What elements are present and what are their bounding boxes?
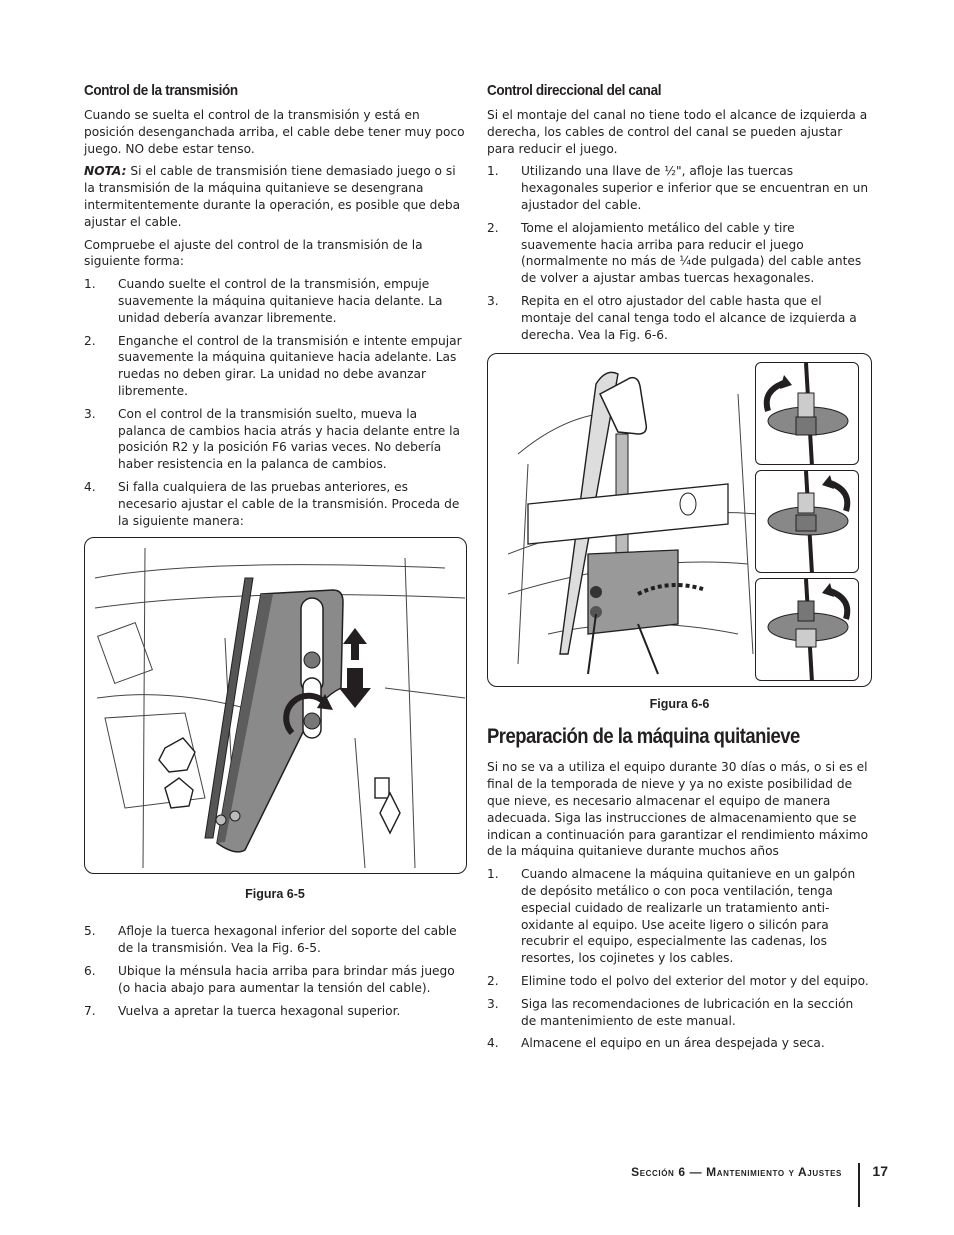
list-text: Si falla cualquiera de las pruebas anteriores, es necesario ajustar el cable de la transmisión. Proceda de la siguiente manera: xyxy=(118,479,460,528)
list-text: Afloje la tuerca hexagonal inferior del soporte del cable de la transmisión. Vea la Fig. 6-5. xyxy=(118,924,457,956)
page-footer xyxy=(560,1163,888,1209)
chute-intro: Si el montaje del canal no tiene todo el alcance de izquierda a derecha, los cables de control del canal se pueden ajustar para reducir el juego. xyxy=(487,108,868,156)
list-number: 1. xyxy=(487,867,499,882)
list-item xyxy=(84,1003,466,1020)
transmission-bracket-illustration xyxy=(85,538,467,874)
footer-divider xyxy=(858,1163,860,1207)
list-number: 1. xyxy=(487,164,499,179)
list-item xyxy=(487,293,872,343)
note-text: Si el cable de transmisión tiene demasiado juego o si la transmisión de la máquina quitanieve se desengrana intermitentemente durante la operación, es posible que deba ajustar el cable. xyxy=(84,164,461,229)
transmission-steps xyxy=(84,276,466,529)
list-number: 3. xyxy=(84,406,96,421)
list-number: 3. xyxy=(487,293,499,308)
list-item xyxy=(84,333,466,400)
list-item xyxy=(487,866,872,967)
list-item xyxy=(84,963,466,997)
cable-adjuster-detail-2 xyxy=(755,470,859,573)
figure-6-5 xyxy=(84,537,467,874)
page-number: 17 xyxy=(872,1163,888,1179)
cable-adjuster-detail-1 xyxy=(755,362,859,465)
transmission-note xyxy=(84,163,466,230)
list-text: Ubique la ménsula hacia arriba para brindar más juego (o hacia abajo para aumentar la tensión del cable). xyxy=(118,963,455,995)
list-number: 2. xyxy=(84,333,96,348)
chute-control-heading: Control direccional del canal xyxy=(487,82,662,99)
transmission-intro: Cuando se suelta el control de la transmisión y está en posición desenganchada arriba, el cable debe tener muy poco juego. NO debe estar tenso. xyxy=(84,108,465,156)
list-number: 7. xyxy=(84,1003,96,1018)
list-text: Cuando suelte el control de la transmisión, empuje suavemente la máquina quitanieve hacia delante. La unidad debería avanzar libremente. xyxy=(118,277,443,325)
storage-intro: Si no se va a utiliza el equipo durante 30 días o más, o si es el final de la temporada de nieve y ya no existe posibilidad de que nieve, es necesario almacenar el equipo de manera adecuada. Siga las instrucciones de almacenamiento que se indican a continuación para garantizar el rendimiento máximo de la máquina quitanieve durante muchos años xyxy=(487,760,869,859)
figure-6-6 xyxy=(487,353,872,687)
list-text: Cuando almacene la máquina quitanieve en un galpón de depósito metálico o con poca ventilación, tenga especial cuidado de realizarle un tratamiento anti- oxidante al equipo. Use aceite ligero o silicón para recubrir el equipo, especialmente las cadenas, los resortes, los cojinetes y los cables. xyxy=(521,867,856,966)
list-item xyxy=(84,276,466,326)
list-item xyxy=(84,406,466,473)
left-column xyxy=(84,82,466,1025)
storage-section-title: Preparación de la máquina quitanieve xyxy=(487,725,800,749)
list-item xyxy=(487,973,872,990)
list-item xyxy=(84,923,466,957)
list-number: 6. xyxy=(84,963,96,978)
list-number: 4. xyxy=(84,479,96,494)
check-intro: Compruebe el ajuste del control de la transmisión de la siguiente forma: xyxy=(84,237,423,269)
list-number: 3. xyxy=(487,996,499,1011)
list-item xyxy=(84,479,466,529)
list-text: Siga las recomendaciones de lubricación en la sección de mantenimiento de este manual. xyxy=(521,996,854,1028)
list-item xyxy=(487,1035,872,1052)
storage-steps xyxy=(487,866,872,1052)
list-number: 5. xyxy=(84,924,96,939)
list-number: 4. xyxy=(487,1036,499,1051)
list-text: Tome el alojamiento metálico del cable y tire suavemente hacia arriba para reducir el juego (normalmente no más de ¼de pulgada) del cable antes de volver a ajustar ambas tuercas hexagonales. xyxy=(521,220,862,286)
transmission-control-heading: Control de la transmisión xyxy=(84,82,238,99)
rotate-arrows-icon xyxy=(756,579,859,681)
list-text: Enganche el control de la transmisión e intente empujar suavemente la máquina quitanieve hacia adelante. Las ruedas no deben girar. La unidad no debe avanzar libremente. xyxy=(118,333,462,398)
list-number: 2. xyxy=(487,973,499,988)
list-number: 2. xyxy=(487,220,499,235)
list-item xyxy=(487,163,872,213)
footer-section-label: Sección 6 — Mantenimiento y Ajustes xyxy=(631,1165,842,1179)
list-text: Utilizando una llave de ½", afloje las tuercas hexagonales superior e inferior que se encuentran en un ajustador del cable. xyxy=(521,164,869,212)
rotate-arrows-icon xyxy=(756,471,859,573)
list-text: Almacene el equipo en un área despejada y seca. xyxy=(521,1036,825,1051)
list-item xyxy=(487,220,872,287)
figure-6-5-caption: Figura 6-5 xyxy=(245,887,305,902)
note-label: NOTA: xyxy=(84,164,127,179)
list-text: Repita en el otro ajustador del cable hasta que el montaje del canal tenga todo el alcance de izquierda a derecha. Vea la Fig. 6-6. xyxy=(521,293,857,342)
cable-adjuster-detail-3 xyxy=(755,578,859,681)
transmission-steps-continued xyxy=(84,923,466,1019)
list-text: Con el control de la transmisión suelto, mueva la palanca de cambios hacia atrás y hacia delante entre la posición R2 y la posición F6 varias veces. No debería haber resistencia en la palanca de cambios. xyxy=(118,406,460,472)
right-column xyxy=(487,82,872,1058)
list-text: Elimine todo el polvo del exterior del motor y del equipo. xyxy=(521,973,869,988)
list-text: Vuelva a apretar la tuerca hexagonal superior. xyxy=(118,1003,401,1018)
figure-6-6-caption: Figura 6-6 xyxy=(649,697,710,712)
chute-steps xyxy=(487,163,872,343)
list-number: 1. xyxy=(84,277,96,292)
list-item xyxy=(487,996,872,1030)
rotate-arrows-icon xyxy=(756,363,859,465)
